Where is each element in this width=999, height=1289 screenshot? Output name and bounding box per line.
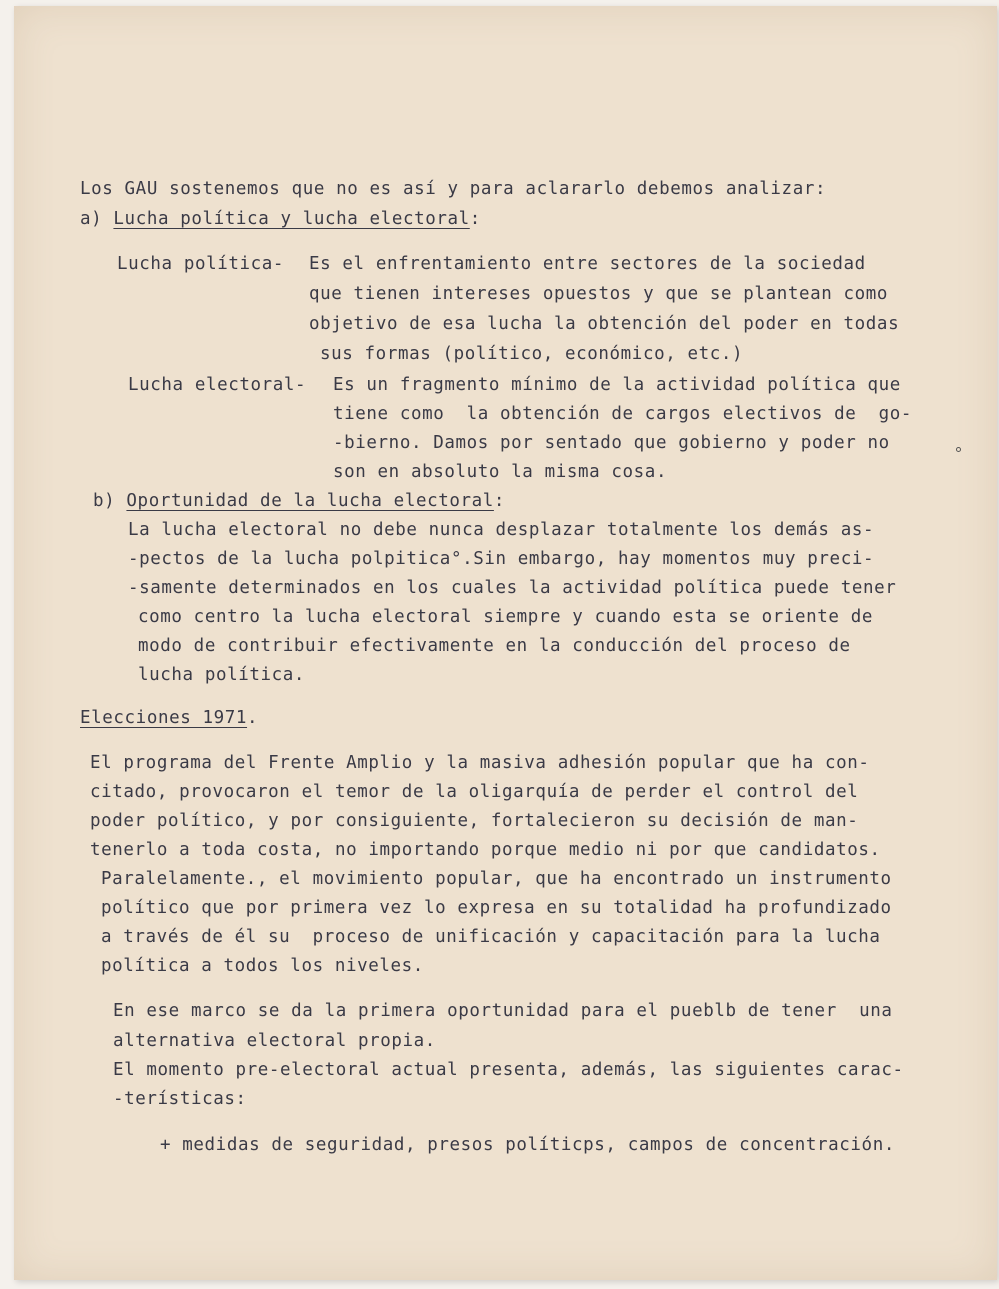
section-a-heading (80, 211, 481, 229)
section-b-line: lucha política. (138, 665, 306, 685)
intro-text: Los GAU sostenemos que no es así y para aclararlo debemos analizar: (80, 179, 827, 199)
section-a-colon: : (469, 209, 481, 229)
paragraph-line: a través de él su proceso de unificación y capacitación para la lucha (101, 927, 881, 947)
def-electoral-line: tiene como la obtención de cargos electivos de go- (333, 404, 913, 424)
def-politica-line: Es el enfrentamiento entre sectores de la sociedad (309, 254, 866, 274)
section-b-line: modo de contribuir efectivamente en la conducción del proceso de (138, 636, 851, 656)
def-electoral-line: Es un fragmento mínimo de la actividad política que (333, 375, 901, 395)
paragraph-line: El momento pre-electoral actual presenta, además, las siguientes carac- (113, 1060, 904, 1080)
section-b-heading (93, 493, 505, 511)
section-a-marker: a) (80, 209, 103, 229)
elecciones-dot: . (247, 708, 259, 728)
paragraph-line: En ese marco se da la primera oportunidad para el pueblb de tener una (113, 1001, 893, 1021)
def-electoral-line: -bierno. Damos por sentado que gobierno y poder no (333, 433, 890, 453)
section-b-marker: b) (93, 491, 116, 511)
paragraph-line: alternativa electoral propia. (113, 1031, 436, 1051)
bullet-item: + medidas de seguridad, presos políticps, campos de concentración. (160, 1135, 895, 1155)
paragraph-line: El programa del Frente Amplio y la masiva adhesión popular que ha con- (90, 753, 870, 773)
paragraph-line: Paralelamente., el movimiento popular, que ha encontrado un instrumento (101, 869, 892, 889)
def-politica-line: sus formas (político, económico, etc.) (320, 344, 744, 364)
section-b-line: La lucha electoral no debe nunca desplazar totalmente los demás as- (128, 520, 875, 540)
paragraph-line: político que por primera vez lo expresa en su totalidad ha profundizado (101, 898, 892, 918)
paragraph-line: poder político, y por consiguiente, fortalecieron su decisión de man- (90, 811, 859, 831)
term-lucha-electoral: Lucha electoral- (128, 375, 307, 395)
def-politica-line: objetivo de esa lucha la obtención del poder en todas (309, 314, 900, 334)
section-b-line: -pectos de la lucha polpitica°.Sin embargo, hay momentos muy preci- (128, 549, 875, 569)
paragraph-line: tenerlo a toda costa, no importando porque medio ni por que candidatos. (90, 840, 881, 860)
def-politica-line: que tienen intereses opuestos y que se plantean como (309, 284, 889, 304)
section-b-line: -samente determinados en los cuales la actividad política puede tener (128, 578, 897, 598)
section-b-colon: : (493, 491, 506, 511)
paragraph-line: citado, provocaron el temor de la oligarquía de perder el control del (90, 782, 859, 802)
paragraph-line: -terísticas: (113, 1089, 247, 1109)
section-b-title: Oportunidad de la lucha electoral (126, 491, 494, 511)
stray-dot-mark (956, 447, 961, 452)
section-a-title: Lucha política y lucha electoral (113, 209, 470, 229)
section-b-line: como centro la lucha electoral siempre y cuando esta se oriente de (138, 607, 873, 627)
elecciones-title: Elecciones 1971 (80, 708, 248, 728)
term-lucha-politica: Lucha política- (117, 254, 285, 274)
paragraph-line: política a todos los niveles. (101, 956, 424, 976)
elecciones-heading (80, 710, 258, 728)
def-electoral-line: son en absoluto la misma cosa. (333, 462, 668, 482)
